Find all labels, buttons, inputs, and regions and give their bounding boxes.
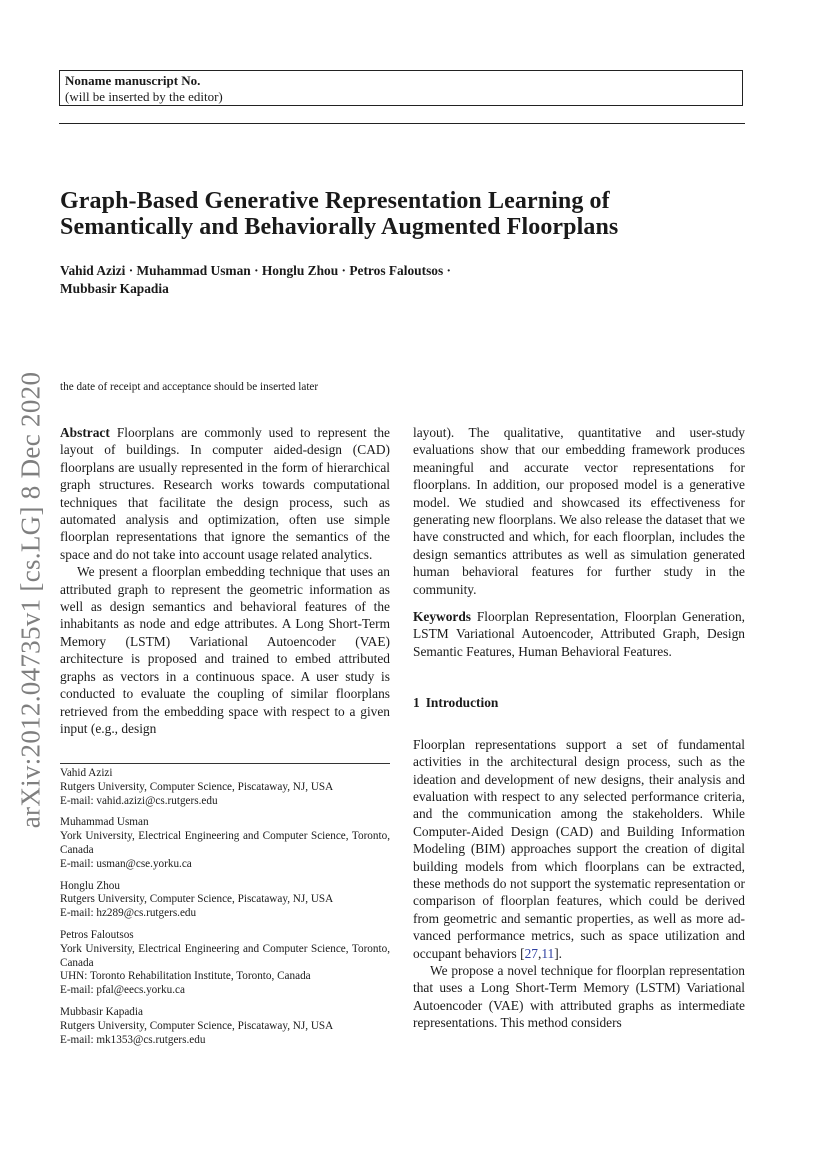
affiliation-line: York University, Electrical Engineering and Computer Science, Toronto, Canada bbox=[60, 830, 390, 856]
cite-bracket-open: [ bbox=[520, 945, 525, 961]
authors-line-1: Vahid Azizi · Muhammad Usman · Honglu Zhou · Petros Faloutsos · bbox=[60, 263, 452, 278]
abstract-paragraph-2: We present a floorplan embedding technique that uses an attributed graph to represent the geometric information as well as design semantics and behavioral features of the inhabitants as node and edge attributes. A Long Short-Term Memory (LSTM) Variational Autoencoder (VAE) architecture is proposed and trained to embed attributed graphs as vectors in a continuous space. A user study is conducted to evaluate the coupling of similar floorplans retrieved from the embedding space with respect to a given input (e.g., design bbox=[60, 564, 390, 736]
author-list bbox=[60, 262, 660, 298]
affiliation-email: E-mail: vahid.azizi@cs.rutgers.edu bbox=[60, 794, 218, 807]
intro-paragraph-1 bbox=[413, 736, 745, 962]
footnote-rule bbox=[60, 763, 390, 764]
title-line-1: Graph-Based Generative Representation Learning of bbox=[60, 188, 610, 214]
authors-line-2: Mubbasir Kapadia bbox=[60, 281, 169, 296]
affiliation-email: E-mail: pfal@eecs.yorku.ca bbox=[60, 984, 185, 997]
section-heading-introduction bbox=[413, 694, 745, 711]
affiliation-block bbox=[60, 767, 390, 808]
arxiv-stamp bbox=[15, 360, 47, 840]
abstract-paragraph-1 bbox=[60, 424, 390, 563]
intro-text-1: Floorplan representations support a set of fundamental activities in the architectural design process, such as the ideation and development of new designs, their analysis and evaluation with respect to any selected performance criteria, and the communication among the stakeholders. While Computer-Aided Design (CAD) and Building Information Modeling (BIM) approaches support the creation of digital building models from which floorplans can be extracted, these methods do not support the systematic representation or comparison of floorplan features, which could be derived from geometric and semantic properties, as well as more advanced performance metrics, such as space utilization and occupant behaviors bbox=[413, 736, 745, 961]
title-line-2: Semantically and Behaviorally Augmented Floorplans bbox=[60, 214, 619, 240]
paper-title bbox=[60, 188, 760, 240]
section-number: 1 bbox=[413, 695, 420, 711]
citation-link[interactable]: 27 bbox=[524, 945, 538, 961]
dateline: the date of receipt and acceptance should be inserted later bbox=[60, 381, 319, 393]
manuscript-box bbox=[59, 70, 743, 106]
keywords-text: Floorplan Representation, Floorplan Generation, LSTM Variational Autoencoder, Attributed Graph, Design Semantic Features, Human Behavioral Features. bbox=[413, 609, 745, 659]
affiliations bbox=[60, 767, 390, 1055]
header-rule bbox=[59, 123, 745, 124]
affiliation-block bbox=[60, 880, 390, 921]
affiliation-author-name: Honglu Zhou bbox=[60, 879, 120, 892]
cite-bracket-close: ]. bbox=[554, 945, 563, 961]
affiliation-email: E-mail: hz289@cs.rutgers.edu bbox=[60, 907, 197, 920]
abstract-continuation: layout). The qualitative, quantitative and user-study evaluations show that our embedding framework produces meaningful and accurate vector representations for floorplans. In addition, our proposed model is a generative model. We studied and showcased its effectiveness for generating new floorplans. We also release the dataset that we have constructed and which, for each floorplan, includes the design semantics attributes as well as simulation generated human behavioral features for further study in the community. bbox=[413, 425, 745, 597]
arxiv-id: arXiv:2012.04735v1 [cs.LG] 8 Dec 2020 bbox=[15, 371, 46, 829]
citation-link[interactable]: 11 bbox=[541, 945, 555, 961]
affiliation-author-name: Petros Faloutsos bbox=[60, 928, 134, 941]
affiliation-block bbox=[60, 816, 390, 871]
affiliation-email: E-mail: usman@cse.yorku.ca bbox=[60, 857, 192, 870]
affiliation-author-name: Vahid Azizi bbox=[60, 767, 113, 779]
manuscript-label: Noname manuscript No. bbox=[65, 73, 201, 88]
abstract-label: Abstract bbox=[60, 425, 110, 440]
left-column bbox=[60, 424, 390, 737]
intro-paragraph-2: We propose a novel technique for floorplan representation that uses a Long Short-Term Memory (LSTM) Variational Autoencoder (VAE) with attributed graphs as intermediate representations. This method considers bbox=[413, 962, 745, 1031]
affiliation-block bbox=[60, 1006, 390, 1047]
cite-separator: , bbox=[537, 945, 542, 961]
affiliation-line: UHN: Toronto Rehabilitation Institute, Toronto, Canada bbox=[60, 970, 311, 983]
section-title: Introduction bbox=[425, 695, 499, 711]
affiliation-author-name: Muhammad Usman bbox=[60, 816, 149, 829]
affiliation-block bbox=[60, 929, 390, 998]
affiliation-line: Rutgers University, Computer Science, Piscataway, NJ, USA bbox=[60, 893, 334, 906]
affiliation-line: York University, Electrical Engineering and Computer Science, Toronto, Canada bbox=[60, 942, 390, 969]
keywords-paragraph bbox=[413, 608, 745, 660]
affiliation-email: E-mail: mk1353@cs.rutgers.edu bbox=[60, 1033, 206, 1046]
abstract-text-1: Floorplans are commonly used to represent the layout of buildings. In computer aided-design (CAD) floorplans are usually represented in the form of hierarchical graph structures. Research works towards computational techniques that facilitate the design process, such as automated analysis and optimization, often use simple floorplan representations that ignore the semantics of the space and do not take into account usage related analytics. bbox=[60, 425, 390, 562]
right-column bbox=[413, 424, 745, 1032]
manuscript-note: (will be inserted by the editor) bbox=[65, 89, 223, 104]
affiliation-line: Rutgers University, Computer Science, Piscataway, NJ, USA bbox=[60, 780, 334, 793]
affiliation-line: Rutgers University, Computer Science, Piscataway, NJ, USA bbox=[60, 1019, 334, 1032]
affiliation-author-name: Mubbasir Kapadia bbox=[60, 1005, 143, 1018]
keywords-label: Keywords bbox=[413, 609, 472, 625]
